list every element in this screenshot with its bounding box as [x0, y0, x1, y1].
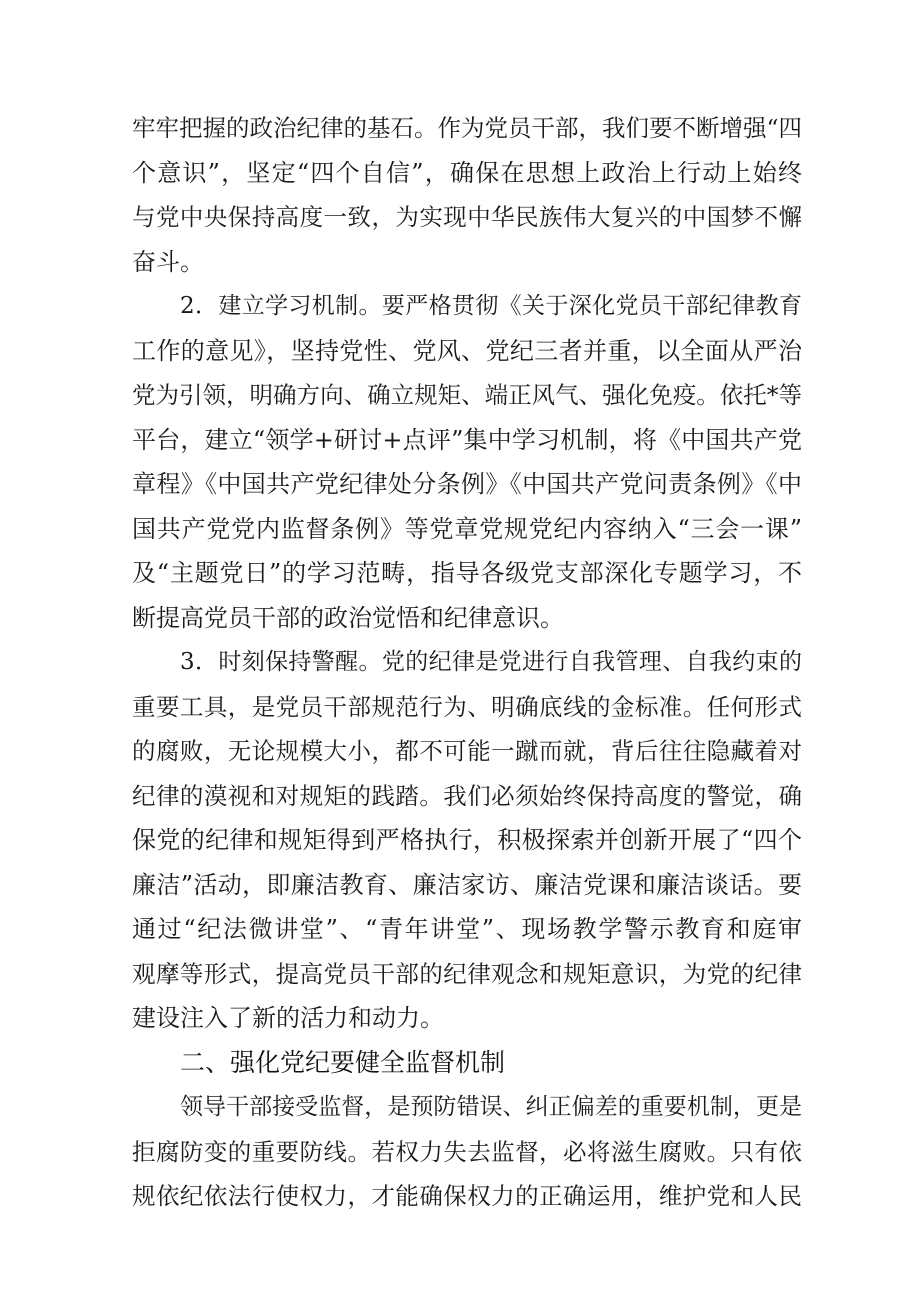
text-line: 章程》《中国共产党纪律处分条例》《中国共产党问责条例》《中 — [132, 470, 802, 498]
text-line: 与党中央保持高度一致，为实现中华民族伟大复兴的中国梦不懈 — [132, 203, 802, 231]
text-line: 平台，建立“领学+研讨+点评”集中学习机制，将《中国共产党 — [132, 425, 802, 454]
section-heading-text: 二、强化党纪要健全监督机制 — [180, 1047, 506, 1077]
paragraph-study-mechanism — [132, 284, 802, 640]
document-body — [132, 106, 802, 1219]
text-line: 的腐败，无论规模大小，都不可能一蹴而就，背后往往隐藏着对 — [132, 737, 802, 765]
text-line: 断提高党员干部的政治觉悟和纪律意识。 — [132, 603, 564, 632]
text-line: 纪律的漠视和对规矩的践踏。我们必须始终保持高度的警觉，确 — [132, 781, 802, 810]
text-line: 规依纪依法行使权力，才能确保权力的正确运用，维护党和人民 — [132, 1182, 802, 1210]
section-heading — [132, 1041, 802, 1086]
text-line: 通过“纪法微讲堂”、“青年讲堂”、现场教学警示教育和庭审 — [132, 915, 802, 943]
text-line: 重要工具，是党员干部规范行为、明确底线的金标准。任何形式 — [132, 692, 802, 721]
text-line: 观摩等形式，提高党员干部的纪律观念和规矩意识，为党的纪律 — [132, 959, 802, 988]
text-line: 廉洁”活动，即廉洁教育、廉洁家访、廉洁党课和廉洁谈话。要 — [132, 870, 802, 899]
text-line: 拒腐防变的重要防线。若权力失去监督，必将滋生腐败。只有依 — [132, 1137, 802, 1166]
text-line: 3．时刻保持警醒。党的纪律是党进行自我管理、自我约束的 — [180, 649, 802, 675]
text-line: 奋斗。 — [132, 247, 204, 276]
paragraph-continuation — [132, 106, 802, 284]
text-line: 个意识”，坚定“四个自信”，确保在思想上政治上行动上始终 — [132, 158, 802, 187]
text-line: 及“主题党日”的学习范畴，指导各级党支部深化专题学习，不 — [132, 559, 802, 587]
text-line: 2．建立学习机制。要严格贯彻《关于深化党员干部纪律教育 — [180, 293, 802, 319]
text-line: 建设注入了新的活力和动力。 — [132, 1004, 444, 1032]
paragraph-supervision — [132, 1085, 802, 1219]
text-line: 工作的意见》，坚持党性、党风、党纪三者并重，以全面从严治 — [132, 336, 802, 365]
text-line: 国共产党党内监督条例》等党章党规党纪内容纳入“三会一课” — [132, 514, 802, 543]
text-line: 保党的纪律和规矩得到严格执行，积极探索并创新开展了“四个 — [132, 826, 802, 854]
text-line: 领导干部接受监督，是预防错误、纠正偏差的重要机制，更是 — [180, 1094, 802, 1120]
paragraph-stay-alert — [132, 640, 802, 1041]
text-line: 牢牢把握的政治纪律的基石。作为党员干部，我们要不断增强“四 — [132, 114, 802, 142]
text-line: 党为引领，明确方向、确立规矩、端正风气、强化免疫。依托*等 — [132, 381, 802, 409]
